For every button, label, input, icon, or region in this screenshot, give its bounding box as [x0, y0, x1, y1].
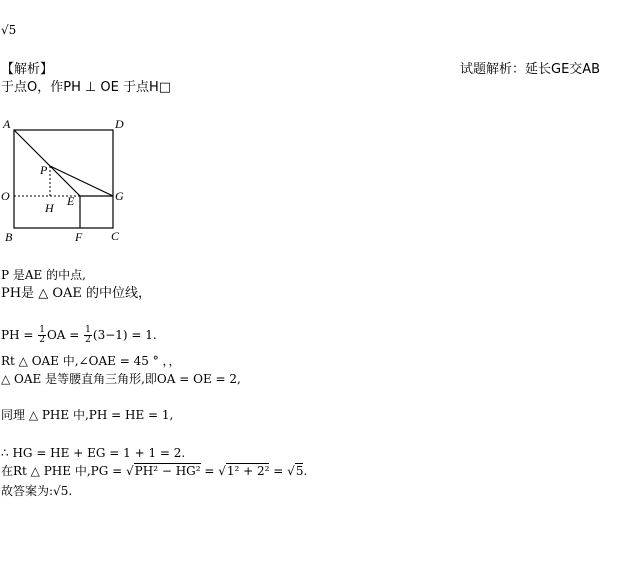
- sqrt-ph-hg: √PH² − HG²: [126, 464, 201, 478]
- ph-eq-rhs: (3−1) = 1.: [92, 328, 157, 342]
- rt-phe-end: .: [303, 464, 308, 478]
- label-b: B: [5, 230, 13, 244]
- frac1-num: 1: [39, 325, 45, 335]
- line-construction: 于点O，作PH ⊥ OE 于点H□: [1, 80, 172, 95]
- sqrt-1-4-radicand: 1² + 2²: [226, 464, 270, 478]
- final-end: .: [68, 484, 73, 498]
- line-hg-eq: ∴ HG = HE + EG = 1 + 1 = 2.: [1, 446, 186, 460]
- label-f: F: [75, 230, 83, 244]
- fraction-half-2: [84, 326, 92, 345]
- ph-eq-lhs: PH =: [1, 328, 38, 342]
- ph-eq-mid: OA =: [46, 328, 84, 342]
- label-h: H: [45, 201, 54, 215]
- line-iso-oae: △ OAE 是等腰直角三角形,即OA = OE = 2,: [1, 372, 241, 386]
- label-e: E: [67, 194, 75, 208]
- frac1-den: 2: [39, 335, 45, 345]
- top-answer-text: √5: [1, 23, 17, 37]
- line-final: [1, 485, 72, 497]
- rt-phe-prefix: 在Rt △ PHE 中,PG =: [1, 464, 126, 478]
- rt-phe-eq2: =: [269, 464, 288, 478]
- label-a: A: [3, 117, 11, 131]
- line-rt-oae: Rt △ OAE 中,∠OAE = 45 ° ，，: [1, 354, 181, 368]
- sqrt-ph-hg-radicand: PH² − HG²: [134, 464, 201, 478]
- sqrt-1-4: √1² + 2²: [218, 464, 270, 478]
- line-pg: [50, 166, 113, 196]
- fraction-half-1: [38, 326, 46, 345]
- frac2-den: 2: [85, 335, 91, 345]
- frac2-num: 1: [85, 325, 91, 335]
- label-o: O: [1, 189, 10, 203]
- line-ph-eq: [1, 326, 157, 345]
- final-prefix: 故答案为:: [1, 484, 54, 498]
- top-answer: [1, 24, 16, 36]
- hint-text: 试题解析：延长GE交AB: [460, 62, 601, 77]
- final-radicand: 5: [60, 484, 69, 498]
- label-d: D: [115, 117, 124, 131]
- label-c: C: [111, 229, 120, 243]
- rt-phe-eq1: =: [200, 464, 219, 478]
- label-g: G: [115, 189, 124, 203]
- line-rt-phe: [1, 465, 307, 477]
- sqrt-5: √5: [287, 464, 304, 478]
- line-p-midpoint: P 是AE 的中点,: [1, 268, 86, 282]
- line-ph-median: [1, 287, 151, 300]
- ph-median-text: PH是 △ OAE 的中位线，: [1, 286, 152, 301]
- line-same-phe: 同理 △ PHE 中,PH = HE = 1,: [1, 408, 174, 422]
- final-sqrt: √5: [53, 484, 69, 498]
- section-label: 【解析】: [1, 62, 54, 77]
- geometry-diagram: [0, 112, 135, 247]
- sqrt-5-radicand: 5: [295, 464, 304, 478]
- label-p: P: [40, 163, 48, 177]
